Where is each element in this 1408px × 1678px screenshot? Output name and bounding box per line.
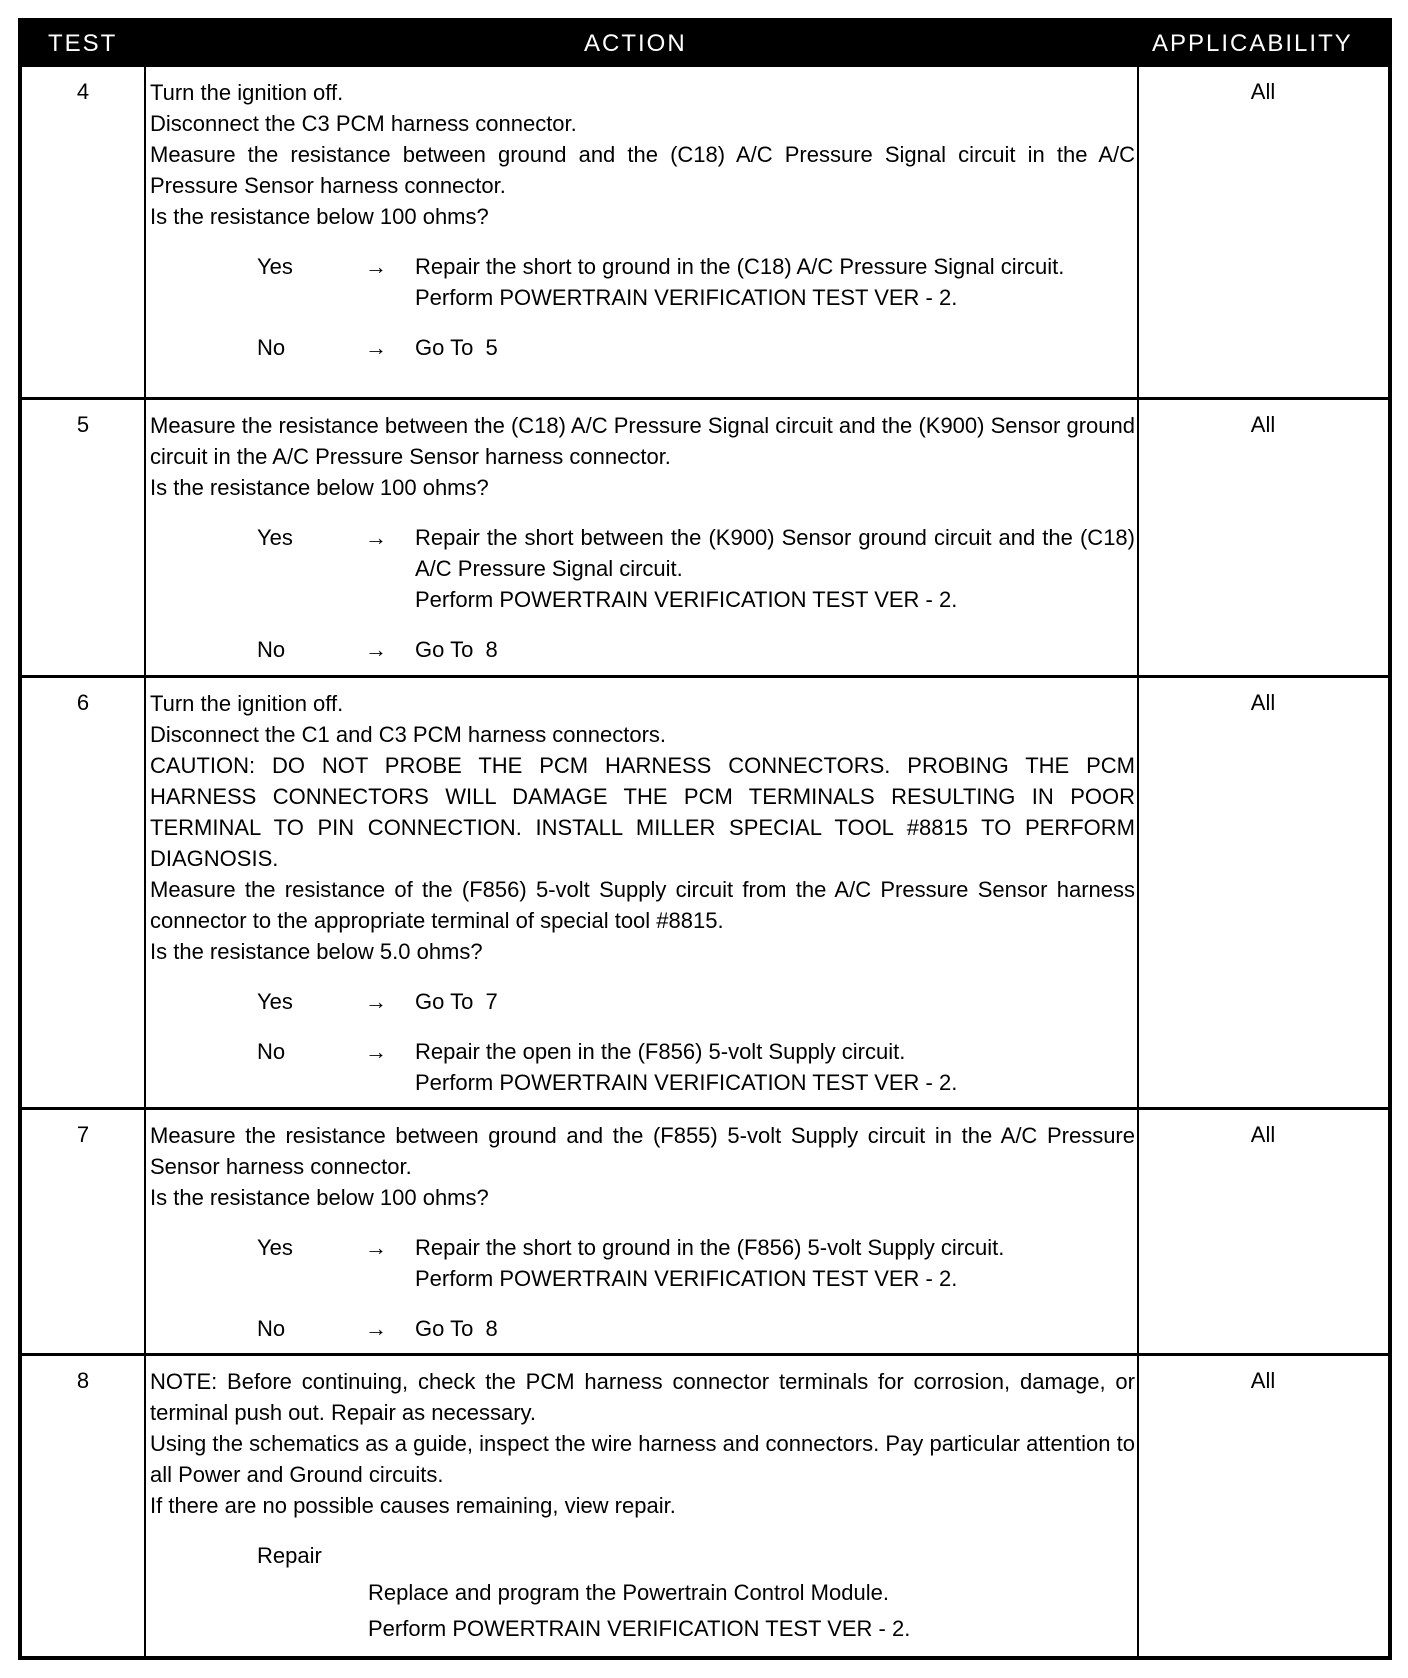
no-response: No → Go To 8	[150, 1313, 1135, 1344]
arrow-icon: →	[365, 989, 387, 1014]
action-line: Measure the resistance of the (F856) 5-volt Supply circuit from the A/C Pressure Sensor harness connector to the appropriate terminal of special tool #8815.	[150, 877, 1135, 933]
header-applicability: APPLICABILITY	[1152, 30, 1353, 57]
action-cell	[150, 77, 1135, 363]
test-number: 4	[76, 79, 90, 104]
action-line: Is the resistance below 100 ohms?	[150, 204, 489, 229]
action-line: Disconnect the C3 PCM harness connector.	[150, 111, 577, 136]
table-row	[22, 397, 1388, 675]
caution-text: CAUTION: DO NOT PROBE THE PCM HARNESS CONNECTORS. PROBING THE PCM HARNESS CONNECTORS WILL DAMAGE THE PCM TERMINALS RESULTING IN POOR TERMINAL TO PIN CONNECTION. INSTALL MILLER SPECIAL TOOL #8815 TO PERFORM DIAGNOSIS.	[150, 753, 1135, 871]
action-line: Measure the resistance between ground and the (C18) A/C Pressure Signal circuit in the A/C Pressure Sensor harness connector.	[150, 142, 1135, 198]
action-line: Is the resistance below 5.0 ohms?	[150, 939, 483, 964]
no-response: No → Repair the open in the (F856) 5-volt Supply circuit. Perform POWERTRAIN VERIFICATION TEST VER - 2.	[150, 1036, 1135, 1098]
repair-instructions: Replace and program the Powertrain Control Module. Perform POWERTRAIN VERIFICATION TEST VER - 2.	[368, 1580, 911, 1641]
table-header	[22, 22, 1388, 64]
note-text: NOTE: Before continuing, check the PCM harness connector terminals for corrosion, damage, or terminal push out. Repair as necessary.	[150, 1369, 1135, 1425]
applicability-value: All	[1250, 690, 1276, 715]
header-action: ACTION	[584, 30, 687, 57]
action-line: Disconnect the C1 and C3 PCM harness connectors.	[150, 722, 667, 747]
yes-response: Yes → Repair the short to ground in the (F856) 5-volt Supply circuit. Perform POWERTRAIN VERIFICATION TEST VER - 2.	[150, 1232, 1135, 1294]
arrow-icon: →	[365, 1235, 387, 1260]
action-line: Is the resistance below 100 ohms?	[150, 475, 489, 500]
no-response: No → Go To 8	[150, 634, 1135, 665]
action-cell	[150, 410, 1135, 665]
action-cell	[150, 1366, 1135, 1647]
applicability-value: All	[1250, 1122, 1276, 1147]
yes-response: Yes → Repair the short between the (K900) Sensor ground circuit and the (C18) A/C Pressure Signal circuit. Perform POWERTRAIN VERIFICATION TEST VER - 2.	[150, 522, 1135, 615]
table-row	[22, 675, 1388, 1107]
table-row	[22, 1353, 1388, 1656]
applicability-value: All	[1250, 412, 1276, 437]
repair-label: Repair	[257, 1543, 322, 1568]
applicability-value: All	[1250, 1368, 1276, 1393]
action-line: Turn the ignition off.	[150, 691, 344, 716]
applicability-value: All	[1250, 79, 1276, 104]
arrow-icon: →	[365, 254, 387, 279]
action-line: If there are no possible causes remaining, view repair.	[150, 1493, 676, 1518]
yes-response: Yes → Go To 7	[150, 986, 1135, 1017]
arrow-icon: →	[365, 1316, 387, 1341]
header-test: TEST	[48, 30, 118, 57]
test-number: 8	[76, 1368, 90, 1393]
table-row	[22, 64, 1388, 397]
action-cell	[150, 1120, 1135, 1344]
arrow-icon: →	[365, 1039, 387, 1064]
action-line: Measure the resistance between the (C18) A/C Pressure Signal circuit and the (K900) Sensor ground circuit in the A/C Pressure Sensor harness connector.	[150, 413, 1135, 469]
table-row	[22, 1107, 1388, 1353]
action-cell	[150, 688, 1135, 1098]
action-line: Measure the resistance between ground and the (F855) 5-volt Supply circuit in the A/C Pressure Sensor harness connector.	[150, 1123, 1135, 1179]
action-line: Turn the ignition off.	[150, 80, 344, 105]
arrow-icon: →	[365, 335, 387, 360]
action-line: Is the resistance below 100 ohms?	[150, 1185, 489, 1210]
yes-response: Yes → Repair the short to ground in the (C18) A/C Pressure Signal circuit. Perform POWERTRAIN VERIFICATION TEST VER - 2.	[150, 251, 1135, 313]
test-number: 7	[76, 1122, 90, 1147]
action-line: Using the schematics as a guide, inspect the wire harness and connectors. Pay particular attention to all Power and Ground circuits.	[150, 1431, 1135, 1487]
arrow-icon: →	[365, 637, 387, 662]
test-number: 5	[76, 412, 90, 437]
test-number: 6	[76, 690, 90, 715]
no-response: No → Go To 5	[150, 332, 1135, 363]
diagnostic-table	[18, 18, 1392, 1660]
arrow-icon: →	[365, 525, 387, 550]
